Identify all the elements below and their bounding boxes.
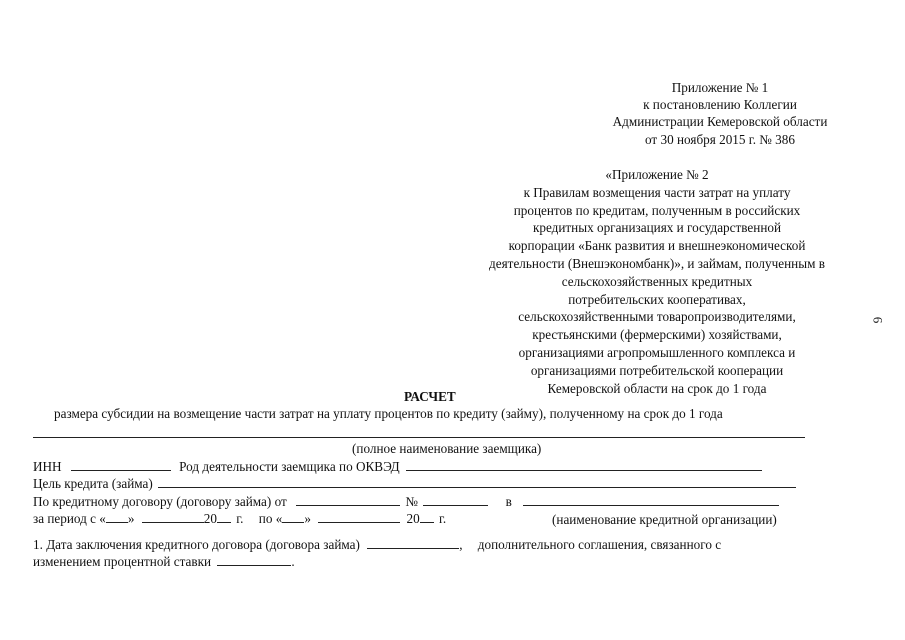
period-from-year-field[interactable] [217, 511, 231, 523]
period-to-year-prefix: 20 [406, 511, 420, 526]
appendix-line: организациями агропромышленного комплекса и [518, 344, 796, 360]
period-to-label: по « [258, 511, 283, 526]
appendix-line: организациями потребительской кооперации [530, 362, 784, 378]
period-from-label: за период с « [33, 511, 106, 526]
appendix-line: деятельности (Внешэкономбанк)», и займам, полученным в [489, 255, 825, 271]
appendix-line: сельскохозяйственными товаропроизводителями, [518, 309, 796, 325]
appendix-line: к Правилам возмещения части затрат на уплату [523, 184, 791, 200]
period-to-month-field[interactable] [318, 511, 400, 523]
period-to-year-field[interactable] [420, 511, 434, 523]
appendix-block [450, 166, 864, 397]
header-block [560, 79, 880, 148]
period-from-month-field[interactable] [142, 511, 204, 523]
period-row [33, 511, 446, 527]
inn-okved-row [33, 459, 762, 475]
rate-change-date-field[interactable] [217, 554, 291, 566]
purpose-row [33, 476, 796, 492]
period-from-year-suffix: г. [236, 511, 244, 526]
appendix-line: процентов по кредитам, полученным в российских [513, 202, 801, 218]
bank-name-field[interactable] [523, 494, 779, 506]
period-from-quote: » [127, 511, 135, 526]
purpose-field[interactable] [158, 476, 796, 488]
bank-caption: (наименование кредитной организации) [552, 512, 777, 527]
appendix-line: сельскохозяйственных кредитных [561, 273, 753, 289]
item-1-text-a: 1. Дата заключения кредитного договора (договора займа) [33, 537, 360, 552]
period-from-day-field[interactable] [106, 511, 128, 523]
okved-label: Род деятельности заемщика по ОКВЭД [179, 459, 400, 474]
period-to-year-suffix: г. [439, 511, 447, 526]
appendix-line: потребительских кооперативах, [568, 291, 746, 307]
contract-in-label: в [505, 494, 512, 509]
purpose-label: Цель кредита (займа) [33, 476, 153, 491]
appendix-line: Кемеровской области на срок до 1 года [547, 380, 767, 396]
document-subtitle: размера субсидии на возмещение части затрат на уплату процентов по кредиту (займу), полученному на срок до 1 года [54, 406, 723, 421]
item-1-text-c: изменением процентной ставки [33, 554, 212, 569]
page-number: 6 [870, 316, 886, 324]
header-line-4: от 30 ноября 2015 г. № 386 [645, 131, 795, 147]
period-from-year-prefix: 20 [203, 511, 217, 526]
appendix-line: крестьянскими (фермерскими) хозяйствами, [532, 327, 782, 343]
contract-conclusion-date-field[interactable] [367, 537, 459, 549]
inn-label: ИНН [33, 459, 62, 474]
item-1-text-b: дополнительного соглашения, связанного с [477, 537, 722, 552]
contract-number-label: № [405, 494, 418, 509]
period-to-quote: » [304, 511, 311, 526]
period-to-day-field[interactable] [282, 511, 304, 523]
item-1-line-2: изменением процентной ставки . [33, 554, 295, 569]
item-1-line-1: 1. Дата заключения кредитного договора (договора займа) , дополнительного соглашения, связанного с [33, 537, 722, 552]
document-title: РАСЧЕТ [404, 389, 456, 404]
header-line-2: к постановлению Коллегии [643, 97, 797, 113]
contract-number-field[interactable] [423, 494, 488, 506]
appendix-line: кредитных организациях и государственной [532, 220, 782, 236]
borrower-name-line[interactable] [33, 425, 805, 438]
okved-field[interactable] [406, 459, 762, 471]
contract-label: По кредитному договору (договору займа) от [33, 494, 287, 509]
appendix-line: корпорации «Банк развития и внешнеэкономической [508, 238, 806, 254]
contract-row [33, 494, 779, 510]
borrower-caption: (полное наименование заемщика) [352, 441, 542, 456]
header-line-1: Приложение № 1 [671, 80, 769, 95]
appendix-line: «Приложение № 2 [605, 167, 709, 182]
inn-field[interactable] [71, 459, 171, 471]
header-line-3: Администрации Кемеровской области [612, 114, 828, 130]
contract-date-field[interactable] [296, 494, 400, 506]
